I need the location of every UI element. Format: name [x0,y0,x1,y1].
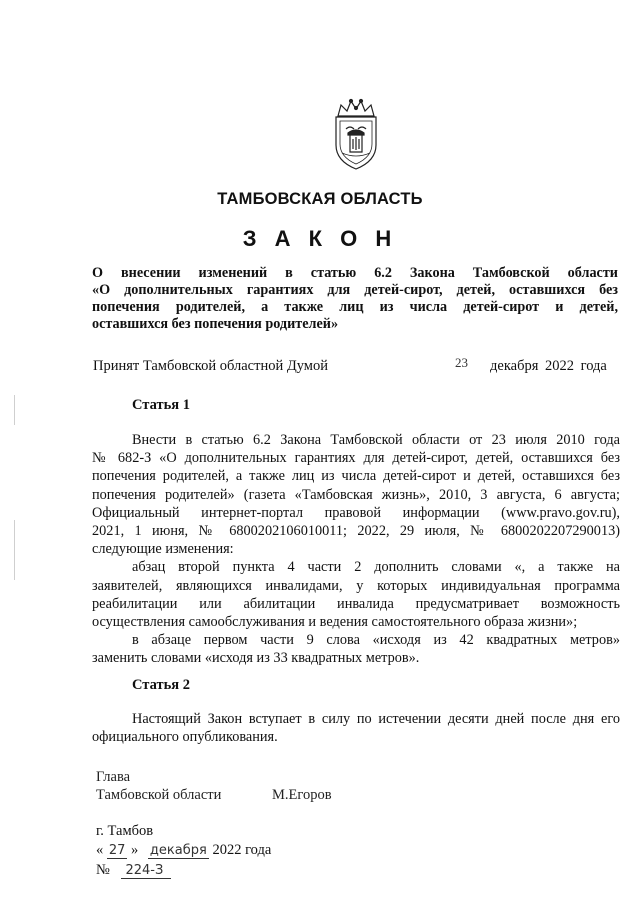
paragraph-line: попечения родителей» (газета «Тамбовская жизнь», 2010, 3 августа, 6 августа; [92,486,620,503]
signatory-title: Глава [96,769,131,785]
date-day: 27 [108,843,126,858]
paragraph-line: Официальный интернет-портал правовой информации (www.pravo.gov.ru), [92,504,620,521]
paragraph-line: попечения родителей, а также лиц из числа детей-сирот и детей, оставшихся без [92,468,620,485]
paragraph-line: в абзаце первом части 9 слова «исходя из 42 квадратных метров» [132,632,620,649]
paragraph-line: Настоящий Закон вступает в силу по истечении десяти дней после дня его [132,711,620,727]
adoption-month-year: декабря 2022 года [490,358,607,374]
signatory-name: М.Егоров [272,787,332,803]
tambov-coat-of-arms-icon [328,97,384,171]
law-title-line: попечения родителей, а также лиц из числа детей-сирот и детей, [92,299,618,315]
law-title [92,265,618,333]
scan-margin-mark [14,395,15,425]
scan-margin-mark [14,520,15,580]
paragraph-line: абзац второй пункта 4 части 2 дополнить словами «, а также на [132,559,620,576]
date-quote-open: « [96,842,104,858]
paragraph-line: Внести в статью 6.2 Закона Тамбовской области от 23 июля 2010 года [132,432,620,448]
paragraph-line: реабилитации или абилитации инвалида предусматривает возможность [92,595,620,612]
paragraph-line: 2021, 1 июня, № 6800202106010011; 2022, 29 июля, № 6800202207290013) [92,523,620,540]
paragraph-line: заменить словами «исходя из 33 квадратных метров». [92,650,420,667]
paragraph-line: № 682-З «О дополнительных гарантиях для детей-сирот, детей, оставшихся без [92,450,620,467]
number-value: 224-З [121,863,171,879]
adoption-day: 23 [455,355,468,370]
article-1-body [92,431,620,668]
date-quote-close: » [131,842,139,858]
article-2-body [92,710,620,746]
article-1-heading: Статья 1 [132,397,190,413]
signing-date [96,842,271,859]
law-title-line: О внесении изменений в статью 6.2 Закона Тамбовской области [92,265,618,281]
region-name: ТАМБОВСКАЯ ОБЛАСТЬ [217,190,423,208]
law-title-line: «О дополнительных гарантиях для детей-сирот, детей, оставшихся без [92,282,618,298]
date-month: декабря [149,843,207,858]
paragraph-line: следующие изменения: [92,541,234,558]
adoption-statement: Принят Тамбовской областной Думой [93,358,328,374]
article-2-heading: Статья 2 [132,677,190,693]
paragraph-line: заявителей, являющихся инвалидами, у которых индивидуальная программа [92,577,620,594]
date-year: 2022 года [212,842,272,858]
number-label: № [96,862,110,878]
law-number [96,862,171,879]
document-type: З А К О Н [242,226,398,251]
law-title-line: оставшихся без попечения родителей» [92,316,339,332]
signatory-title-region: Тамбовской области [96,787,222,803]
paragraph-line: осуществления самообслуживания и ведения самостоятельного образа жизни»; [92,614,578,631]
paragraph-line: официального опубликования. [92,729,278,746]
city: г. Тамбов [96,823,154,839]
